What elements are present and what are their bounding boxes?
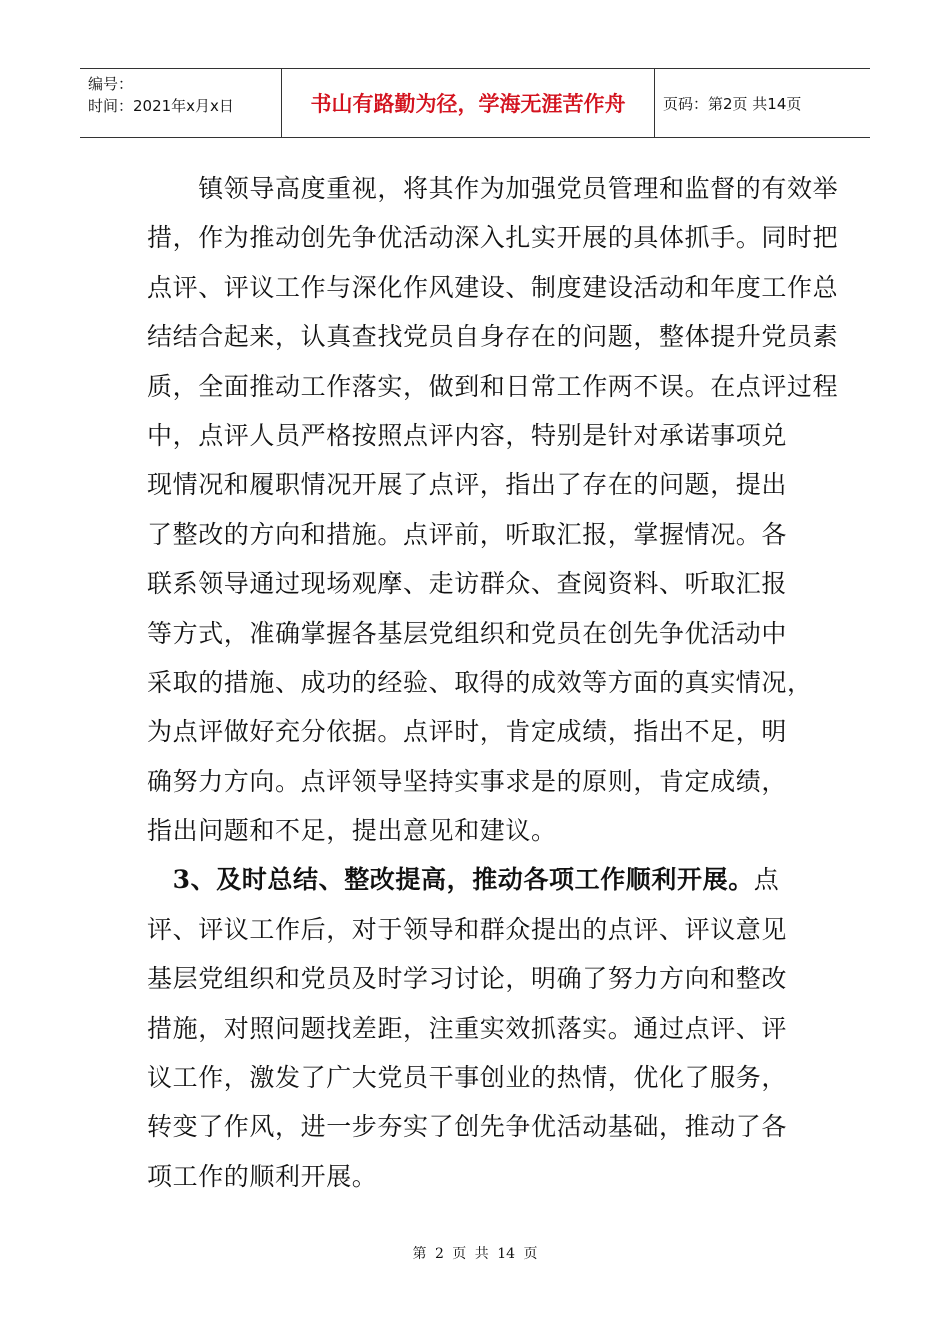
body-line: 联系领导通过现场观摩、走访群众、查阅资料、听取汇报 (147, 569, 788, 599)
header-meta (80, 69, 282, 137)
body-line: 为点评做好充分依据。点评时，肯定成绩，指出不足，明 (147, 717, 788, 747)
number-label: 编号： (88, 75, 134, 93)
body-line: 了整改的方向和措施。点评前，听取汇报，掌握情况。各 (147, 519, 788, 549)
header-motto: 书山有路勤为径，学海无涯苦作舟 (282, 69, 655, 137)
document-header (80, 68, 870, 138)
body-line: 基层党组织和党员及时学习讨论，明确了努力方向和整改 (147, 964, 788, 994)
document-body (147, 164, 839, 1201)
page-footer: 第 2 页 共 14 页 (412, 1246, 538, 1262)
body-line: 评、评议工作后，对于领导和群众提出的点评、评议意见 (147, 914, 788, 944)
body-line: 指出问题和不足，提出意见和建议。 (147, 816, 557, 846)
body-line: 结结合起来，认真查找党员自身存在的问题，整体提升党员素 (147, 322, 839, 352)
body-line: 项工作的顺利开展。 (147, 1161, 378, 1191)
body-line: 措施，对照问题找差距，注重实效抓落实。通过点评、评 (147, 1013, 788, 1043)
section-3-heading: 3、及时总结、整改提高，推动各项工作顺利开展。 (147, 865, 754, 895)
body-line: 镇领导高度重视，将其作为加强党员管理和监督的有效举 (147, 174, 839, 203)
section-3-first-tail: 点 (753, 865, 780, 895)
body-line: 采取的措施、成功的经验、取得的成效等方面的真实情况， (147, 667, 813, 697)
section-3-first-line (147, 855, 827, 904)
body-line: 质，全面推动工作落实，做到和日常工作两不误。在点评过程 (147, 371, 839, 401)
body-line: 点评、评议工作与深化作风建设、制度建设活动和年度工作总 (147, 272, 839, 302)
body-line: 中，点评人员严格按照点评内容，特别是针对承诺事项兑 (147, 420, 788, 450)
time-label: 时间：2021年x月x日 (88, 97, 234, 115)
body-line: 议工作，激发了广大党员干事创业的热情，优化了服务， (147, 1063, 788, 1093)
body-line: 措，作为推动创先争优活动深入扎实开展的具体抓手。同时把 (147, 223, 839, 253)
body-line: 现情况和履职情况开展了点评，指出了存在的问题，提出 (147, 470, 788, 500)
body-line: 确努力方向。点评领导坚持实事求是的原则，肯定成绩， (147, 766, 788, 796)
body-line: 等方式，准确掌握各基层党组织和党员在创先争优活动中 (147, 618, 788, 648)
body-line: 转变了作风，进一步夯实了创先争优活动基础，推动了各 (147, 1112, 788, 1142)
header-page-info: 页码：第2页 共14页 (663, 94, 802, 113)
